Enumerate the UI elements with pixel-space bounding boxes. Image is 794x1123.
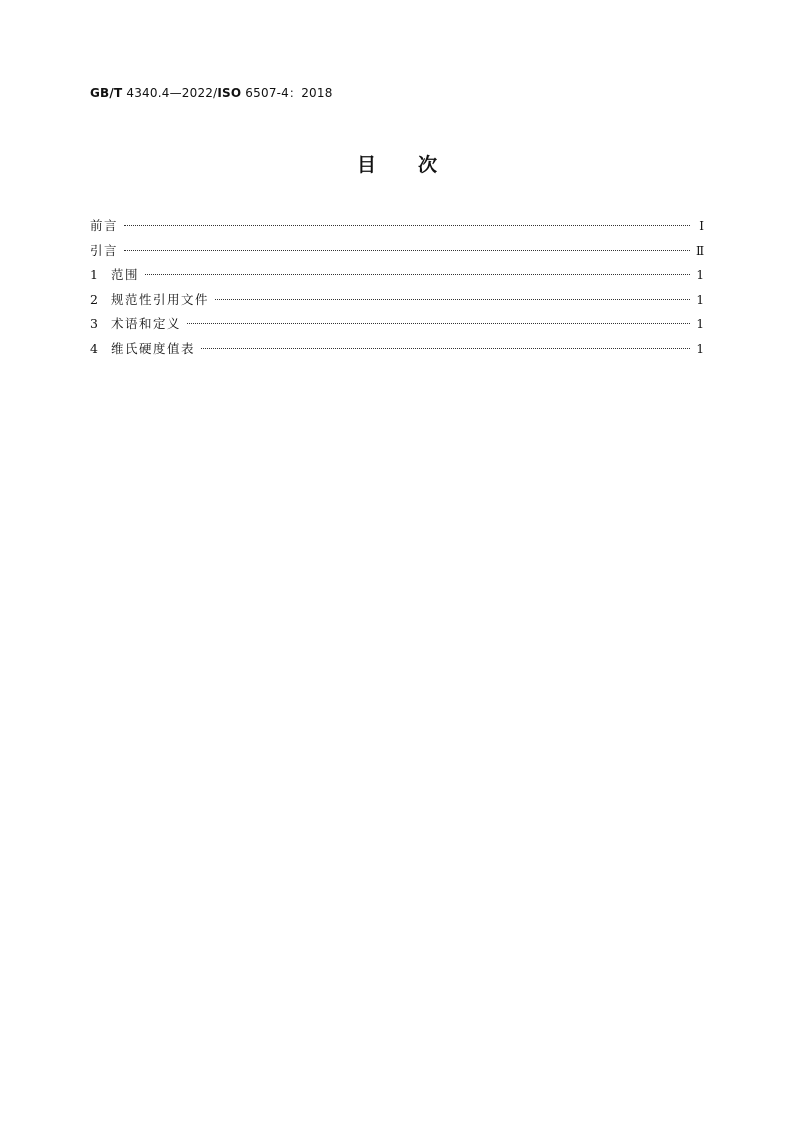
toc-entry-introduction[interactable] (90, 241, 704, 266)
toc-entry-number: 3 (90, 316, 98, 331)
toc-page-number: Ⅰ (699, 219, 704, 233)
toc-leader-dots (201, 348, 690, 349)
toc-entry-number: 2 (90, 291, 98, 307)
toc-leader-dots (187, 323, 690, 324)
toc-entry-number: 4 (90, 340, 98, 356)
toc-entry-foreword[interactable] (90, 216, 704, 241)
toc-leader-dots (124, 250, 690, 251)
toc-entry-terms-definitions[interactable] (90, 314, 704, 339)
document-header (90, 84, 333, 101)
toc-page-number: Ⅱ (696, 243, 705, 258)
page-title: 目次 (356, 154, 479, 176)
toc-leader-dots (124, 225, 690, 226)
iso-prefix: ISO (217, 86, 242, 100)
toc-page-number: 1 (696, 341, 704, 356)
toc-entry-label: 维氏硬度值表 (111, 340, 196, 356)
table-of-contents (90, 216, 704, 363)
toc-entry-vickers-hardness-table[interactable] (90, 339, 704, 364)
iso-number: 6507-4：2018 (241, 86, 333, 100)
toc-entry-label: 术语和定义 (111, 316, 182, 331)
toc-page-number: 1 (696, 268, 704, 282)
toc-page-number: 1 (696, 317, 704, 331)
toc-entry-scope[interactable] (90, 265, 704, 290)
toc-entry-label: 规范性引用文件 (111, 291, 210, 307)
toc-leader-dots (145, 274, 690, 275)
toc-entry-normative-references[interactable] (90, 290, 704, 315)
toc-entry-label: 范围 (111, 267, 140, 282)
toc-entry-label: 引言 (90, 242, 119, 258)
toc-entry-number: 1 (90, 267, 98, 282)
toc-page-number: 1 (696, 292, 704, 307)
standard-number: 4340.4—2022/ (122, 86, 218, 100)
toc-leader-dots (215, 299, 690, 300)
toc-entry-label: 前言 (90, 218, 119, 233)
standard-prefix: GB/T (90, 86, 123, 100)
